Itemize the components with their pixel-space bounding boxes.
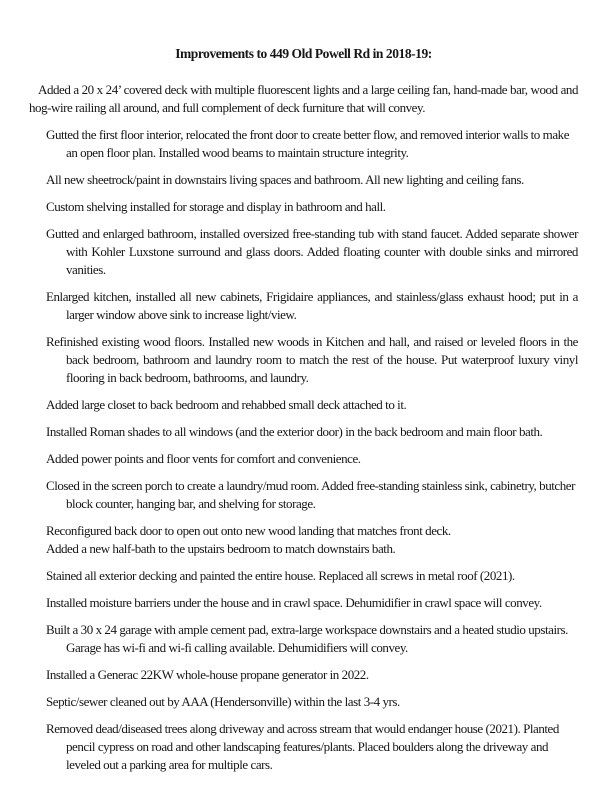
paragraph: Added a 20 x 24’ covered deck with multiple fluorescent lights and a large ceiling fan, hand-made bar, wood and hog-wire railing all around, and full complement of deck furniture that will convey.: [29, 82, 578, 115]
document-title: Improvements to 449 Old Powell Rd in 2018-19:: [175, 46, 432, 61]
paragraph: Gutted and enlarged bathroom, installed oversized free-standing tub with stand faucet. Added separate shower with Kohler Luxstone surround and glass doors. Added floating counter with double sinks and mirrored vanities.: [46, 226, 578, 277]
paragraph: Built a 30 x 24 garage with ample cement pad, extra-large workspace downstairs and a heated studio upstairs. Garage has wi-fi and wi-fi calling available. Dehumidifiers will convey.: [46, 622, 568, 655]
paragraph: Reconfigured back door to open out onto new wood landing that matches front deck.: [46, 523, 451, 538]
paragraph: Gutted the first floor interior, relocated the front door to create better flow, and removed interior walls to make an open floor plan. Installed wood beams to maintain structure integrity.: [46, 127, 570, 160]
paragraph: Installed moisture barriers under the house and in crawl space. Dehumidifier in crawl space will convey.: [46, 595, 542, 610]
paragraph: Added large closet to back bedroom and rehabbed small deck attached to it.: [46, 397, 407, 412]
paragraph: Refinished existing wood floors. Installed new woods in Kitchen and hall, and raised or leveled floors in the back bedroom, bathroom and laundry room to match the rest of the house. Put waterproof luxury vinyl flooring in back bedroom, bathrooms, and laundry.: [46, 334, 578, 385]
paragraph: All new sheetrock/paint in downstairs living spaces and bathroom. All new lighting and ceiling fans.: [46, 172, 524, 187]
paragraph: Stained all exterior decking and painted the entire house. Replaced all screws in metal roof (2021).: [46, 568, 515, 583]
paragraph: Installed Roman shades to all windows (and the exterior door) in the back bedroom and main floor bath.: [46, 424, 543, 439]
paragraph: Custom shelving installed for storage and display in bathroom and hall.: [46, 199, 386, 214]
paragraph: Closed in the screen porch to create a laundry/mud room. Added free-standing stainless sink, cabinetry, butcher block counter, hanging bar, and shelving for storage.: [46, 478, 575, 511]
paragraph: Removed dead/diseased trees along driveway and across stream that would endanger house (2021). Planted pencil cypress on road and other landscaping features/plants. Placed boulders along the driveway and leveled out a parking area for multiple cars.: [46, 721, 559, 772]
paragraph: Installed a Generac 22KW whole-house propane generator in 2022.: [46, 667, 369, 682]
paragraph: Added power points and floor vents for comfort and convenience.: [46, 451, 361, 466]
paragraph: Added a new half-bath to the upstairs bedroom to match downstairs bath.: [46, 541, 396, 556]
document-body: [29, 81, 578, 774]
paragraph: Septic/sewer cleaned out by AAA (Hendersonville) within the last 3-4 yrs.: [46, 694, 400, 709]
paragraph: Enlarged kitchen, installed all new cabinets, Frigidaire appliances, and stainless/glass exhaust hood; put in a larger window above sink to increase light/view.: [46, 289, 578, 322]
